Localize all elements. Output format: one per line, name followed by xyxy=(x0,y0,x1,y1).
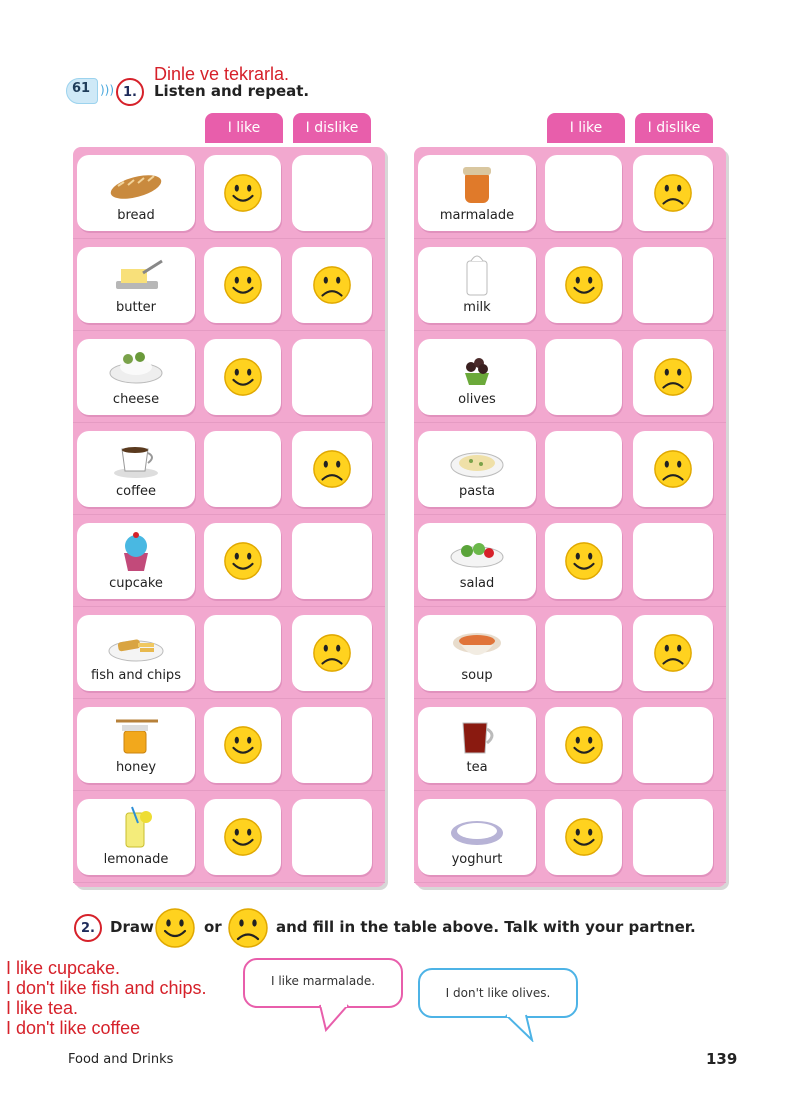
food-label: butter xyxy=(115,300,157,315)
note-line-2: I don't like fish and chips. xyxy=(6,978,207,998)
food-label: tea xyxy=(466,760,488,775)
note-line-1: I like cupcake. xyxy=(6,958,121,978)
food-cell xyxy=(77,247,195,323)
lemonade-icon xyxy=(108,805,164,849)
table-row xyxy=(73,147,385,239)
frowny-face-icon xyxy=(652,632,694,674)
like-cell[interactable] xyxy=(545,523,622,599)
smiley-face-icon xyxy=(222,356,264,398)
soup-icon xyxy=(449,621,505,665)
food-label: salad xyxy=(459,576,495,591)
food-label: lemonade xyxy=(103,852,169,867)
like-cell[interactable] xyxy=(545,615,622,691)
food-label: marmalade xyxy=(439,208,515,223)
right-like-header: I like xyxy=(547,113,625,143)
food-cell xyxy=(418,431,536,507)
cheese-icon xyxy=(108,345,164,389)
pasta-icon xyxy=(449,437,505,481)
table-row xyxy=(73,791,385,883)
smiley-face-icon xyxy=(563,540,605,582)
table-row xyxy=(414,147,726,239)
right-food-table xyxy=(414,147,726,887)
frowny-face-icon xyxy=(652,448,694,490)
table-row xyxy=(414,699,726,791)
dislike-cell[interactable] xyxy=(633,615,713,691)
table-row xyxy=(73,239,385,331)
left-like-header: I like xyxy=(205,113,283,143)
smiley-face-icon xyxy=(563,264,605,306)
page-number: 139 xyxy=(706,1050,738,1068)
like-cell[interactable] xyxy=(545,155,622,231)
track-number: 61 xyxy=(72,81,91,96)
dislike-cell[interactable] xyxy=(633,707,713,783)
smiley-face-icon xyxy=(222,724,264,766)
marmalade-icon xyxy=(449,161,505,205)
table-row xyxy=(73,607,385,699)
salad-icon xyxy=(449,529,505,573)
right-dislike-header: I dislike xyxy=(635,113,713,143)
frowny-face-icon xyxy=(311,632,353,674)
food-cell xyxy=(77,615,195,691)
left-dislike-header: I dislike xyxy=(293,113,371,143)
like-cell[interactable] xyxy=(545,799,622,875)
food-cell xyxy=(418,155,536,231)
table-row xyxy=(414,607,726,699)
table-row xyxy=(414,423,726,515)
dislike-cell[interactable] xyxy=(292,339,372,415)
frowny-face-icon xyxy=(652,356,694,398)
like-cell[interactable] xyxy=(545,707,622,783)
yoghurt-icon xyxy=(449,805,505,849)
like-cell[interactable] xyxy=(204,615,281,691)
footer-section-title: Food and Drinks xyxy=(68,1052,174,1067)
exercise-2-or-text: or xyxy=(204,918,222,936)
smiley-face-icon xyxy=(222,540,264,582)
dislike-cell[interactable] xyxy=(633,247,713,323)
coffee-icon xyxy=(108,437,164,481)
food-cell xyxy=(418,707,536,783)
fish-and-chips-icon xyxy=(108,621,164,665)
exercise-1-number: 1. xyxy=(116,78,144,106)
speech-bubble-tail xyxy=(318,1004,354,1032)
exercise-2-number: 2. xyxy=(74,914,102,942)
table-row xyxy=(73,423,385,515)
honey-icon xyxy=(108,713,164,757)
smiley-face-icon xyxy=(563,816,605,858)
dislike-cell[interactable] xyxy=(292,707,372,783)
like-cell[interactable] xyxy=(204,431,281,507)
food-label: fish and chips xyxy=(91,668,181,683)
food-cell xyxy=(418,247,536,323)
dislike-cell[interactable] xyxy=(633,523,713,599)
left-food-table xyxy=(73,147,385,887)
exercise-2-instruction: and fill in the table above. Talk with your partner. xyxy=(276,918,696,936)
food-label: pasta xyxy=(458,484,496,499)
dislike-cell[interactable] xyxy=(633,431,713,507)
food-cell xyxy=(77,155,195,231)
audio-wave-icon: ))) xyxy=(100,83,115,97)
food-cell xyxy=(418,615,536,691)
food-cell xyxy=(77,523,195,599)
like-cell[interactable] xyxy=(204,247,281,323)
food-cell xyxy=(418,523,536,599)
smiley-face-icon xyxy=(222,264,264,306)
like-cell[interactable] xyxy=(204,339,281,415)
speech-bubble-dislike: I don't like olives. xyxy=(418,968,578,1018)
food-label: olives xyxy=(458,392,496,407)
table-row xyxy=(414,239,726,331)
note-line-3: I like tea. xyxy=(6,998,79,1018)
tea-icon xyxy=(449,713,505,757)
dislike-cell[interactable] xyxy=(292,615,372,691)
food-label: cupcake xyxy=(109,576,163,591)
table-row xyxy=(414,331,726,423)
dislike-cell[interactable] xyxy=(633,155,713,231)
smiley-face-icon xyxy=(563,724,605,766)
like-cell[interactable] xyxy=(204,707,281,783)
smiley-face-icon xyxy=(222,172,264,214)
food-label: yoghurt xyxy=(451,852,503,867)
speech-bubble-like: I like marmalade. xyxy=(243,958,403,1008)
smiley-face-icon xyxy=(222,816,264,858)
instruction-english: Listen and repeat. xyxy=(154,82,310,100)
table-row xyxy=(73,331,385,423)
like-cell[interactable] xyxy=(545,431,622,507)
dislike-cell[interactable] xyxy=(292,523,372,599)
like-cell[interactable] xyxy=(204,523,281,599)
note-line-4: I don't like coffee xyxy=(6,1018,141,1038)
food-label: coffee xyxy=(115,484,157,499)
frowny-face-icon xyxy=(226,906,270,950)
table-row xyxy=(73,515,385,607)
dislike-cell[interactable] xyxy=(292,155,372,231)
food-cell xyxy=(418,339,536,415)
dislike-cell[interactable] xyxy=(292,247,372,323)
food-label: milk xyxy=(463,300,491,315)
table-row xyxy=(414,791,726,883)
food-label: cheese xyxy=(112,392,160,407)
bread-icon xyxy=(108,161,164,205)
like-cell[interactable] xyxy=(545,339,622,415)
dislike-cell[interactable] xyxy=(292,431,372,507)
like-cell[interactable] xyxy=(204,799,281,875)
food-cell xyxy=(77,707,195,783)
milk-icon xyxy=(449,253,505,297)
food-label: soup xyxy=(461,668,493,683)
smiley-face-icon xyxy=(153,906,197,950)
olives-icon xyxy=(449,345,505,389)
food-cell xyxy=(77,799,195,875)
dislike-cell[interactable] xyxy=(633,799,713,875)
frowny-face-icon xyxy=(652,172,694,214)
food-cell xyxy=(418,799,536,875)
instruction-turkish: Dinle ve tekrarla. xyxy=(154,64,290,84)
frowny-face-icon xyxy=(311,264,353,306)
food-label: honey xyxy=(115,760,157,775)
audio-track-marker xyxy=(66,76,115,106)
cupcake-icon xyxy=(108,529,164,573)
table-row xyxy=(414,515,726,607)
dislike-cell[interactable] xyxy=(292,799,372,875)
speech-bubble-tail xyxy=(502,1014,538,1042)
food-label: bread xyxy=(117,208,155,223)
exercise-2-draw-text: Draw xyxy=(110,918,154,936)
table-row xyxy=(73,699,385,791)
dislike-cell[interactable] xyxy=(633,339,713,415)
like-cell[interactable] xyxy=(204,155,281,231)
food-cell xyxy=(77,431,195,507)
food-cell xyxy=(77,339,195,415)
butter-icon xyxy=(108,253,164,297)
frowny-face-icon xyxy=(311,448,353,490)
like-cell[interactable] xyxy=(545,247,622,323)
